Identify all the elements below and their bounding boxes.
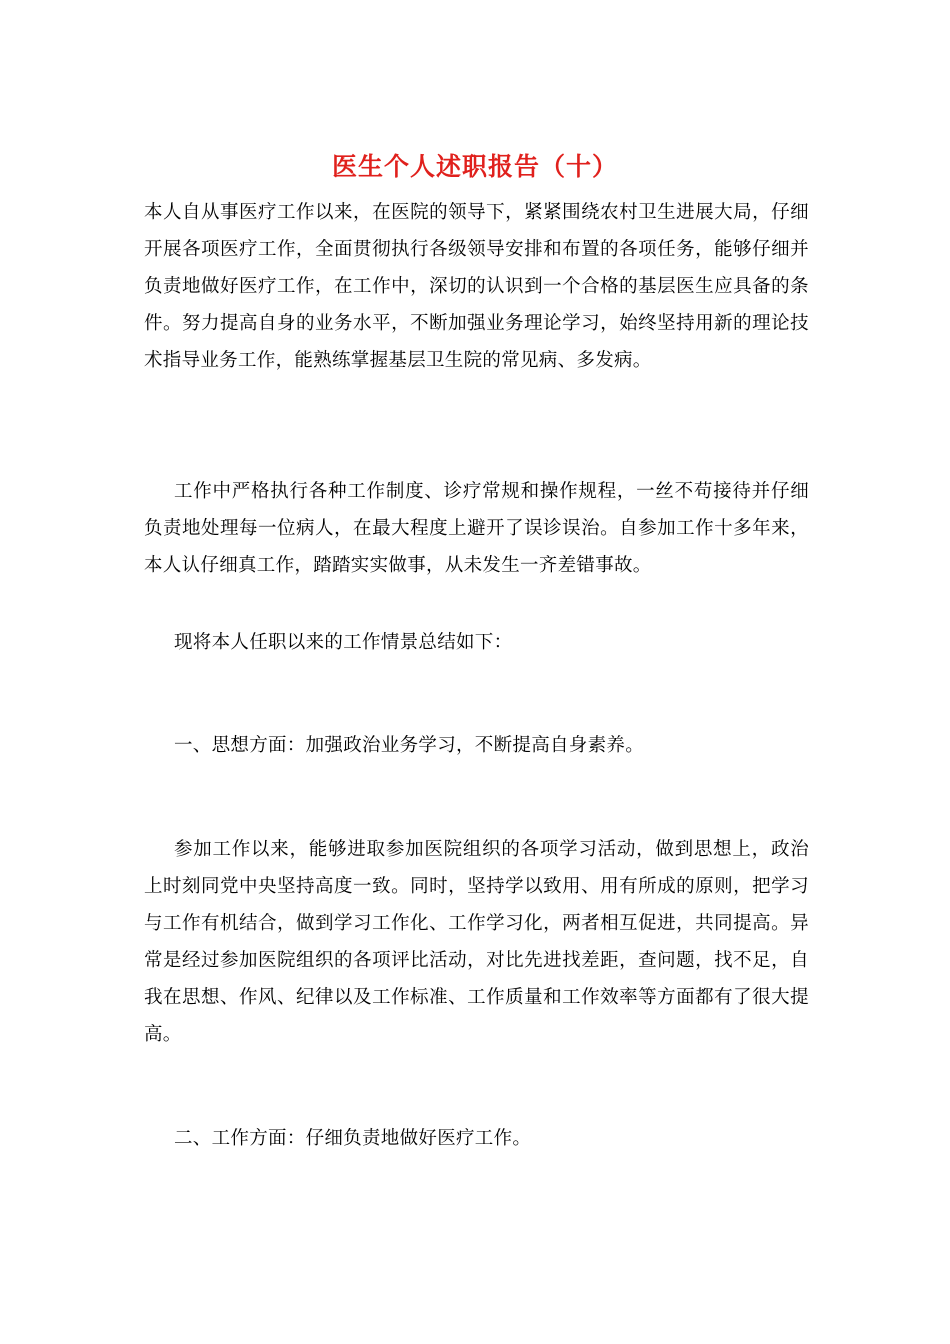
paragraph-work-discipline: 工作中严格执行各种工作制度、诊疗常规和操作规程，一丝不苟接待并仔细负责地处理每一位病人，在最大程度上避开了误诊误治。自参加工作十多年来，本人认仔细真工作，踏踏实实做事，从未发生一齐差错事故。 <box>144 481 809 576</box>
paragraph-ideology-body: 参加工作以来，能够进取参加医院组织的各项学习活动，做到思想上，政治上时刻同党中央坚持高度一致。同时，坚持学以致用、用有所成的原则，把学习与工作有机结合，做到学习工作化、工作学习化，两者相互促进，共同提高。异常是经过参加医院组织的各项评比活动，对比先进找差距，查问题，找不足，自我在思想、作风、纪律以及工作标准、工作质量和工作效率等方面都有了很大提高。 <box>144 839 809 1045</box>
paragraph-summary-lead: 现将本人任职以来的工作情景总结如下： <box>174 632 513 653</box>
document-title: 医生个人述职报告（十） <box>331 152 618 181</box>
section-heading-ideology: 一、思想方面：加强政治业务学习，不断提高自身素养。 <box>174 735 645 756</box>
paragraph-intro: 本人自从事医疗工作以来，在医院的领导下，紧紧围绕农村卫生进展大局，仔细开展各项医疗工作，全面贯彻执行各级领导安排和布置的各项任务，能够仔细并负责地做好医疗工作，在工作中，深切的认识到一个合格的基层医生应具备的条件。努力提高自身的业务水平，不断加强业务理论学习，始终坚持用新的理论技术指导业务工作，能熟练掌握基层卫生院的常见病、多发病。 <box>144 202 809 371</box>
section-heading-work: 二、工作方面：仔细负责地做好医疗工作。 <box>174 1128 532 1149</box>
